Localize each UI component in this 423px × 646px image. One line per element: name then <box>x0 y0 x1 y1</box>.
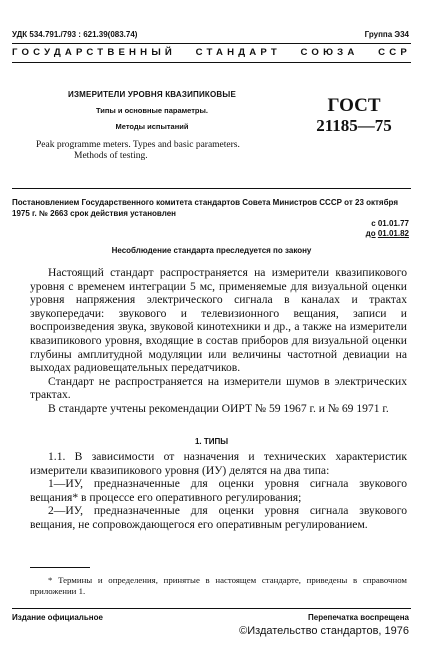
top-rule <box>12 43 411 44</box>
valid-to <box>366 229 409 238</box>
banner-rule <box>12 62 411 63</box>
official-edition: Издание официальное <box>12 613 103 622</box>
nonconformance-notice: Несоблюдение стандарта преследуется по закону <box>111 246 312 255</box>
title-block <box>12 90 292 131</box>
valid-to-prefix: до <box>365 229 376 238</box>
title-en-line2: Methods of testing. <box>74 150 148 161</box>
clause-1-1: 1.1. В зависимости от назначения и технических характеристик измерители квазипикового уровня (ИУ) делятся на два типа: <box>30 450 407 477</box>
decree-text: Постановлением Государственного комитета стандартов Совета Министров СССР от 23 октября 1975 г. № 2663 срок действия установлен <box>12 198 398 218</box>
udc-code: УДК 534.791./793 : 621.39(083.74) <box>12 30 138 39</box>
footnote-text: * Термины и определения, принятые в настоящем стандарте, приведены в справочном приложении 1. <box>30 575 407 596</box>
gost-label: ГОСТ <box>327 95 381 116</box>
gost-number: 21185—75 <box>316 116 392 135</box>
valid-from: с 01.01.77 <box>371 219 409 228</box>
gost-designation <box>296 96 412 136</box>
footnote <box>30 575 407 597</box>
title-english <box>36 140 240 161</box>
standard-banner: ГОСУДАРСТВЕННЫЙ СТАНДАРТ СОЮЗА ССР <box>12 47 411 58</box>
title-en-line1: Peak programme meters. Types and basic parameters. <box>36 140 240 150</box>
footnote-rule <box>30 567 90 568</box>
title-ru-main: ИЗМЕРИТЕЛИ УРОВНЯ КВАЗИПИКОВЫЕ <box>68 90 236 99</box>
group-code: Группа Э34 <box>364 30 409 39</box>
intro-text <box>30 266 407 416</box>
section-title: 1. ТИПЫ <box>194 437 229 446</box>
oirt-paragraph: В стандарте учтены рекомендации ОИРТ № 59 1967 г. и № 69 1971 г. <box>48 401 389 415</box>
copyright: ©Издательство стандартов, 1976 <box>239 625 409 637</box>
scope-paragraph: Настоящий стандарт распространяется на измерители квазипикового уровня с временем интеграции 5 мс, применяемые для визуальной оценки уровня напряжения электрического сигнала в каналах и трактах звукопередачи: звукового и телевизионного вещания, записи и воспроизведения звука, звуковой кинотехники и др., а также на измерители квазипикового уровня, входящие в состав приборов для визуальной оценки глубины амплитудной модуляции или величины частотной девиации на выходах радиовещательных передатчиков. <box>30 266 407 375</box>
exclusion-paragraph: Стандарт не распространяется на измерители шумов в электрических трактах. <box>30 374 407 402</box>
title-ru-sub2: Методы испытаний <box>115 122 189 131</box>
reprint-notice: Перепечатка воспрещена <box>308 613 409 622</box>
footer-rule <box>12 608 411 609</box>
type-2-paragraph: 2—ИУ, предназначенные для оценки уровня сигнала звукового вещания, не сопровождающегося его оперативным регулированием. <box>30 504 407 531</box>
valid-to-date: 01.01.82 <box>377 229 409 238</box>
title-ru-sub1: Типы и основные параметры. <box>95 106 208 115</box>
type-1-paragraph: 1—ИУ, предназначенные для оценки уровня сигнала звукового вещания* в процессе его оперативного регулирования; <box>30 477 407 504</box>
types-text <box>30 450 407 532</box>
title-rule <box>12 188 411 189</box>
